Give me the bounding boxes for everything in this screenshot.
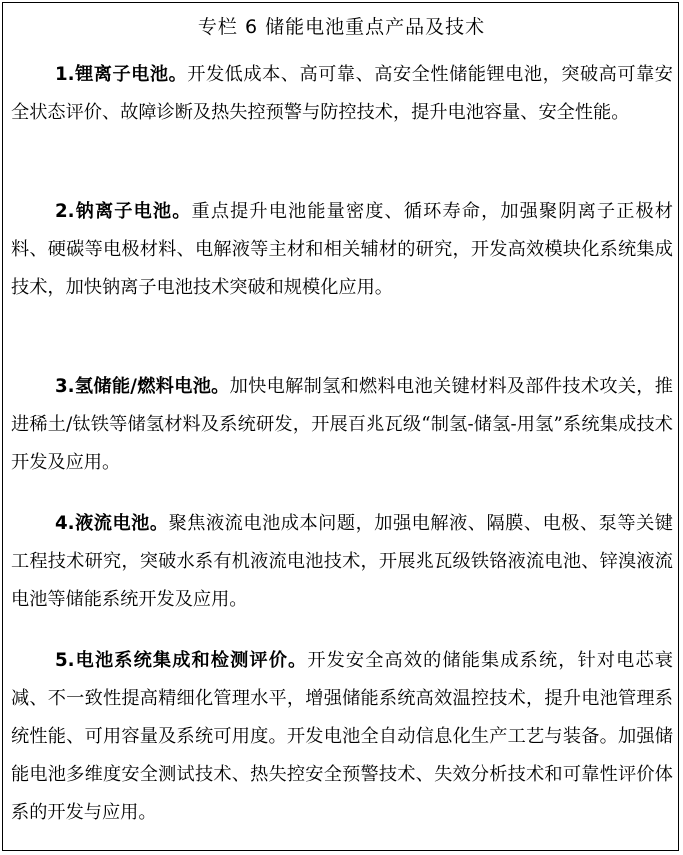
section-heading: 2.钠离子电池。 <box>55 201 192 222</box>
section-flow-battery <box>11 505 673 619</box>
section-lithium-ion <box>11 56 673 132</box>
section-heading: 5.电池系统集成和检测评价。 <box>55 650 308 671</box>
section-body: 开发安全高效的储能集成系统，针对电芯衰减、不一致性提高精细化管理水平，增强储能系统高效温控技术，提升电池管理系统性能、可用容量及系统可用度。开发电池全自动信息化生产工艺与装备。加强储能电池多维度安全测试技术、热失控安全预警技术、失效分析技术和可靠性评价体系的开发与应用。 <box>11 650 673 823</box>
section-heading: 1.锂离子电池。 <box>55 64 188 85</box>
section-sodium-ion <box>11 193 673 307</box>
section-system-integration <box>11 642 673 832</box>
section-body: 重点提升电池能量密度、循环寿命，加强聚阴离子正极材料、硬碳等电极材料、电解液等主材和相关辅材的研究，开发高效模块化系统集成技术，加快钠离子电池技术突破和规模化应用。 <box>11 201 673 298</box>
section-body: 聚焦液流电池成本问题，加强电解液、隔膜、电极、泵等关键工程技术研究，突破水系有机液流电池技术，开展兆瓦级铁铬液流电池、锌溴液流电池等储能系统开发及应用。 <box>11 513 673 610</box>
column-title: 专栏 6 储能电池重点产品及技术 <box>197 16 486 38</box>
section-body: 开发低成本、高可靠、高安全性储能锂电池，突破高可靠安全状态评价、故障诊断及热失控预警与防控技术，提升电池容量、安全性能。 <box>11 64 673 123</box>
section-body: 加快电解制氢和燃料电池关键材料及部件技术攻关，推进稀土/钛铁等储氢材料及系统研发，开展百兆瓦级“制氢-储氢-用氢”系统集成技术开发及应用。 <box>11 376 673 473</box>
section-heading: 4.液流电池。 <box>55 513 169 534</box>
section-hydrogen-fuel-cell <box>11 368 673 482</box>
column-box <box>2 2 679 851</box>
section-heading: 3.氢储能/燃料电池。 <box>55 376 230 397</box>
